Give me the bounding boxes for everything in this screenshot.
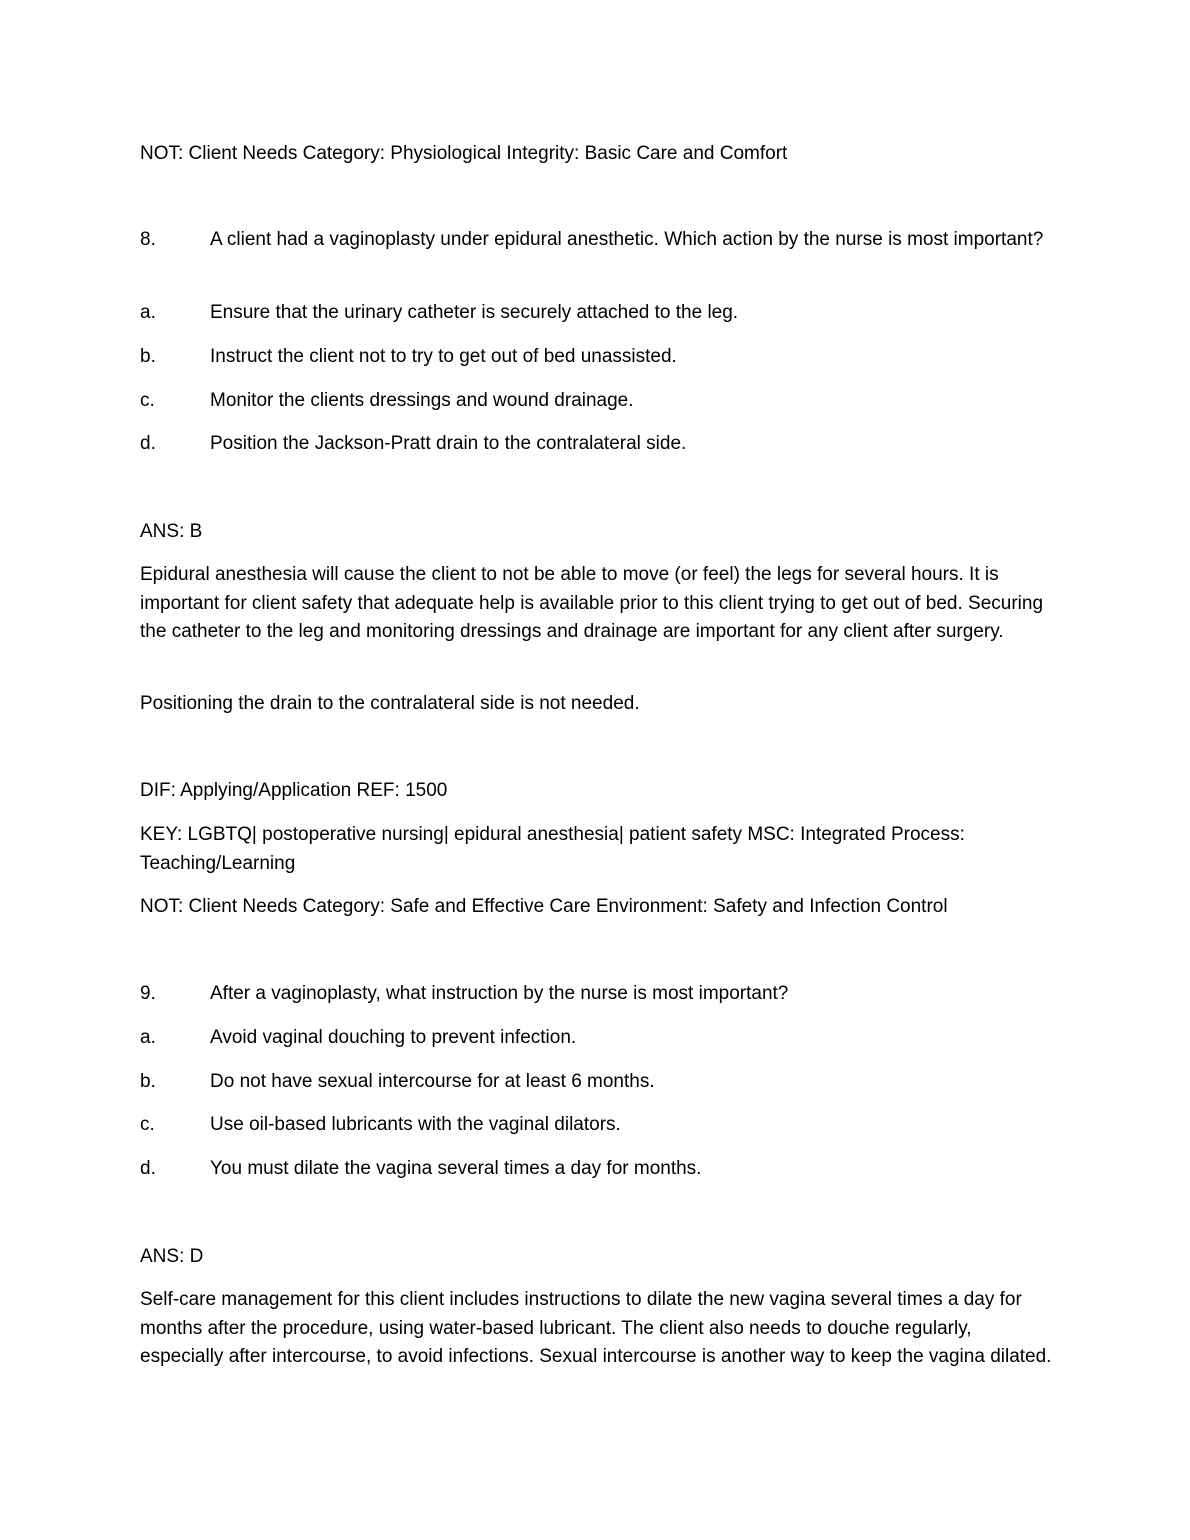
option-letter: c. bbox=[140, 1114, 155, 1135]
q8-rationale-note: Positioning the drain to the contralateral side is not needed. bbox=[140, 693, 640, 714]
option-text: You must dilate the vagina several times a day for months. bbox=[210, 1158, 702, 1179]
option-letter: d. bbox=[140, 1158, 156, 1179]
q8-option-c bbox=[140, 387, 1060, 416]
question-number: 9. bbox=[140, 983, 156, 1004]
q9-option-b bbox=[140, 1068, 1060, 1097]
q9-option-d bbox=[140, 1155, 1060, 1184]
question-8 bbox=[140, 226, 1060, 255]
option-text: Avoid vaginal douching to prevent infection. bbox=[210, 1027, 577, 1048]
option-letter: a. bbox=[140, 302, 156, 323]
option-letter: c. bbox=[140, 390, 155, 411]
q9-rationale: Self-care management for this client includes instructions to dilate the new vagina several times a day for months after the procedure, using water-based lubricant. The client also needs to douche regularly, especially after intercourse, to avoid infections. Sexual intercourse is another way to keep the vagina dilated. bbox=[140, 1289, 1052, 1367]
q8-answer: ANS: B bbox=[140, 521, 203, 542]
q8-keywords: KEY: LGBTQ| postoperative nursing| epidural anesthesia| patient safety MSC: Integrated Process: Teaching/Learning bbox=[140, 824, 965, 874]
option-letter: b. bbox=[140, 1071, 156, 1092]
q8-option-a bbox=[140, 299, 1060, 328]
q8-not: NOT: Client Needs Category: Safe and Effective Care Environment: Safety and Infection Control bbox=[140, 896, 948, 917]
q8-rationale: Epidural anesthesia will cause the client to not be able to move (or feel) the legs for several hours. It is important for client safety that adequate help is available prior to this client trying to get out of bed. Securing the catheter to the leg and monitoring dressings and drainage are important for any client after surgery. bbox=[140, 564, 1044, 642]
option-text: Position the Jackson-Pratt drain to the contralateral side. bbox=[210, 433, 687, 454]
option-text: Do not have sexual intercourse for at least 6 months. bbox=[210, 1071, 655, 1092]
option-letter: a. bbox=[140, 1027, 156, 1048]
option-text: Instruct the client not to try to get out of bed unassisted. bbox=[210, 346, 677, 367]
option-text: Use oil-based lubricants with the vaginal dilators. bbox=[210, 1114, 621, 1135]
question-stem: A client had a vaginoplasty under epidural anesthetic. Which action by the nurse is most important? bbox=[210, 229, 1044, 250]
question-stem: After a vaginoplasty, what instruction by the nurse is most important? bbox=[210, 983, 789, 1004]
option-letter: b. bbox=[140, 346, 156, 367]
q8-option-b bbox=[140, 343, 1060, 372]
not-line-1: NOT: Client Needs Category: Physiological Integrity: Basic Care and Comfort bbox=[140, 143, 788, 164]
option-text: Ensure that the urinary catheter is securely attached to the leg. bbox=[210, 302, 739, 323]
question-number: 8. bbox=[140, 229, 156, 250]
q9-answer: ANS: D bbox=[140, 1246, 204, 1267]
q8-option-d bbox=[140, 430, 1060, 459]
q8-difficulty: DIF: Applying/Application REF: 1500 bbox=[140, 780, 448, 801]
option-text: Monitor the clients dressings and wound drainage. bbox=[210, 390, 634, 411]
option-letter: d. bbox=[140, 433, 156, 454]
q9-option-c bbox=[140, 1111, 1060, 1140]
question-9 bbox=[140, 980, 1060, 1009]
q9-option-a bbox=[140, 1024, 1060, 1053]
